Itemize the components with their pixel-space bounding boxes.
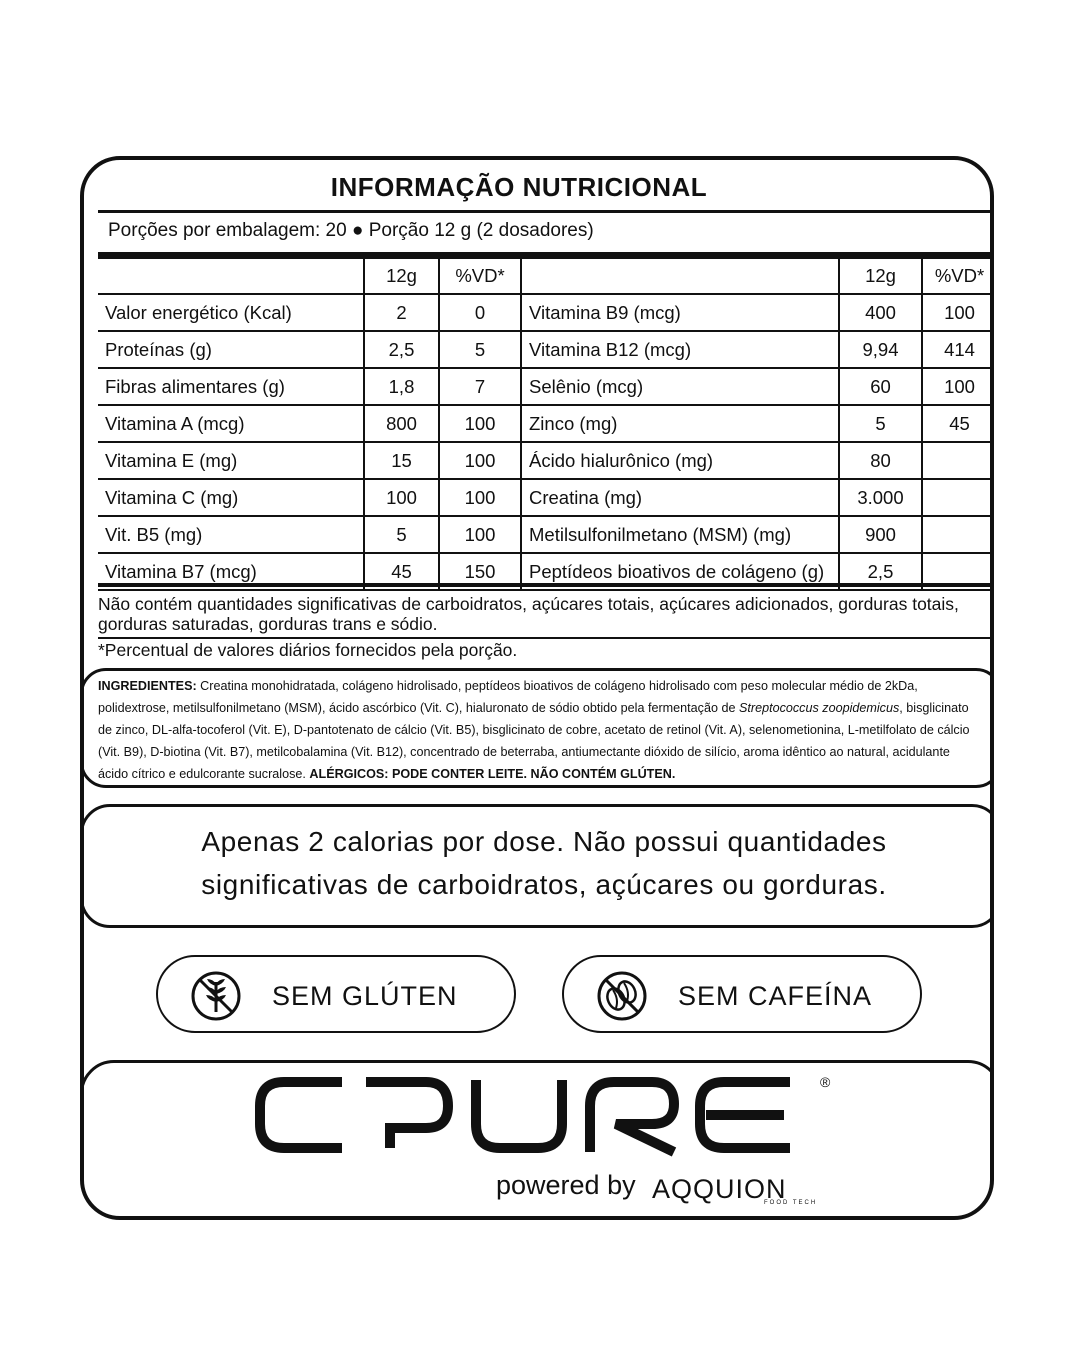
table-cell: 2,5 [364, 331, 439, 368]
ingredients-list: Creatina monohidratada, colágeno hidrolisado, peptídeos bioativos de colágeno hidrolisado com peso molecular médio de 2kDa, polidextrose, metilsulfonilmetano (MSM), ácido ascórbico (Vit. C), hialuronato de sódio obtido pela fermentação de [98, 679, 918, 715]
table-cell: Vit. B5 (mg) [98, 516, 364, 553]
table-cell: 2 [364, 294, 439, 331]
table-header-cell [98, 258, 364, 294]
divider [98, 637, 994, 639]
table-cell: 5 [839, 405, 922, 442]
ingredients-text [98, 675, 978, 785]
divider [98, 210, 994, 213]
table-cell: 0 [439, 294, 521, 331]
table-cell: 5 [364, 516, 439, 553]
table-row [98, 479, 994, 516]
table-header-cell: %VD* [439, 258, 521, 294]
table-row [98, 516, 994, 553]
table-cell: 5 [439, 331, 521, 368]
table-cell: 7 [439, 368, 521, 405]
table-cell: Vitamina B9 (mcg) [521, 294, 839, 331]
table-cell: Vitamina E (mg) [98, 442, 364, 479]
calorie-claim: Apenas 2 calorias por dose. Não possui quantidades significativas de carboidratos, açúcares ou gorduras. [201, 826, 887, 900]
table-cell: 1,8 [364, 368, 439, 405]
table-header-cell: 12g [364, 258, 439, 294]
table-row [98, 442, 994, 479]
table-cell: 45 [922, 405, 994, 442]
table-cell [922, 442, 994, 479]
ingredients-list-cont: , bisglicinato de zinco, DL-alfa-tocoferol (Vit. E), D-pantotenato de cálcio (Vit. B5), bisglicinato de cobre, acetato de retinol (Vit. A), selenometionina, L-metilfolato de cálcio (Vit. B9), D-biotina (Vit. B7), metilcobalamina (Vit. B12), concentrado de beterraba, antiumectante dióxido de silício, aroma idêntico ao natural, acidulante ácido cítrico e edulcorante sucralose. [98, 701, 970, 781]
table-cell: 414 [922, 331, 994, 368]
ingredients-label: INGREDIENTES: [98, 679, 197, 693]
table-cell [922, 516, 994, 553]
cpure-logo [254, 1072, 834, 1162]
not-significant-note: Não contém quantidades significativas de carboidratos, açúcares totais, açúcares adicionados, gorduras totais, gorduras saturadas, gorduras trans e sódio. [98, 594, 959, 634]
caffeine-free-badge [562, 955, 922, 1033]
table-cell: 900 [839, 516, 922, 553]
table-cell: Vitamina A (mcg) [98, 405, 364, 442]
powered-by-text: powered by [496, 1170, 636, 1200]
table-cell: 150 [439, 553, 521, 590]
table-cell: 15 [364, 442, 439, 479]
ingredients-species: Streptococcus zoopidemicus [738, 701, 900, 715]
caffeine-free-label: SEM CAFEÍNA [678, 981, 873, 1011]
table-cell: Vitamina C (mg) [98, 479, 364, 516]
table-cell: Proteínas (g) [98, 331, 364, 368]
table-cell: 400 [839, 294, 922, 331]
table-cell: Vitamina B7 (mcg) [98, 553, 364, 590]
servings-info: Porções por embalagem: 20 ● Porção 12 g (2 dosadores) [108, 220, 594, 241]
nutrition-title: INFORMAÇÃO NUTRICIONAL [330, 172, 708, 202]
nutrition-table [98, 258, 994, 591]
nutrition-label-card [80, 156, 994, 1220]
table-cell: 2,5 [839, 553, 922, 590]
aqquion-logo: AQQUION [652, 1174, 787, 1204]
table-cell: Zinco (mg) [521, 405, 839, 442]
table-cell: 80 [839, 442, 922, 479]
table-cell: Metilsulfonilmetano (MSM) (mg) [521, 516, 839, 553]
table-cell: Vitamina B12 (mcg) [521, 331, 839, 368]
table-cell: Peptídeos bioativos de colágeno (g) [521, 553, 839, 590]
table-cell: 100 [922, 294, 994, 331]
aqquion-subtitle: FOOD TECH [764, 1200, 818, 1206]
table-row [98, 368, 994, 405]
table-cell: 45 [364, 553, 439, 590]
daily-value-note: *Percentual de valores diários fornecidos pela porção. [98, 640, 518, 660]
table-cell: 100 [439, 405, 521, 442]
table-header-cell [521, 258, 839, 294]
wheat-crossed-icon [190, 970, 242, 1022]
table-cell: 100 [439, 516, 521, 553]
table-cell: 100 [364, 479, 439, 516]
table-row [98, 331, 994, 368]
table-cell: Creatina (mg) [521, 479, 839, 516]
table-row [98, 294, 994, 331]
coffee-bean-crossed-icon [596, 970, 648, 1022]
gluten-free-badge [156, 955, 516, 1033]
table-cell: Ácido hialurônico (mg) [521, 442, 839, 479]
table-cell: 100 [922, 368, 994, 405]
table-bottom-rule [98, 583, 994, 587]
table-cell: 100 [439, 442, 521, 479]
table-cell: 800 [364, 405, 439, 442]
registered-mark: ® [820, 1074, 831, 1090]
table-header-cell: 12g [839, 258, 922, 294]
gluten-free-label: SEM GLÚTEN [272, 981, 458, 1011]
table-cell: 3.000 [839, 479, 922, 516]
allergens-warning: ALÉRGICOS: PODE CONTER LEITE. NÃO CONTÉM GLÚTEN. [309, 767, 676, 781]
table-cell: 9,94 [839, 331, 922, 368]
table-cell: 60 [839, 368, 922, 405]
table-cell: 100 [439, 479, 521, 516]
table-row [98, 405, 994, 442]
table-cell: Selênio (mcg) [521, 368, 839, 405]
table-header-cell: %VD* [922, 258, 994, 294]
table-cell [922, 479, 994, 516]
table-header-row [98, 258, 994, 294]
table-cell: Fibras alimentares (g) [98, 368, 364, 405]
table-cell: Valor energético (Kcal) [98, 294, 364, 331]
